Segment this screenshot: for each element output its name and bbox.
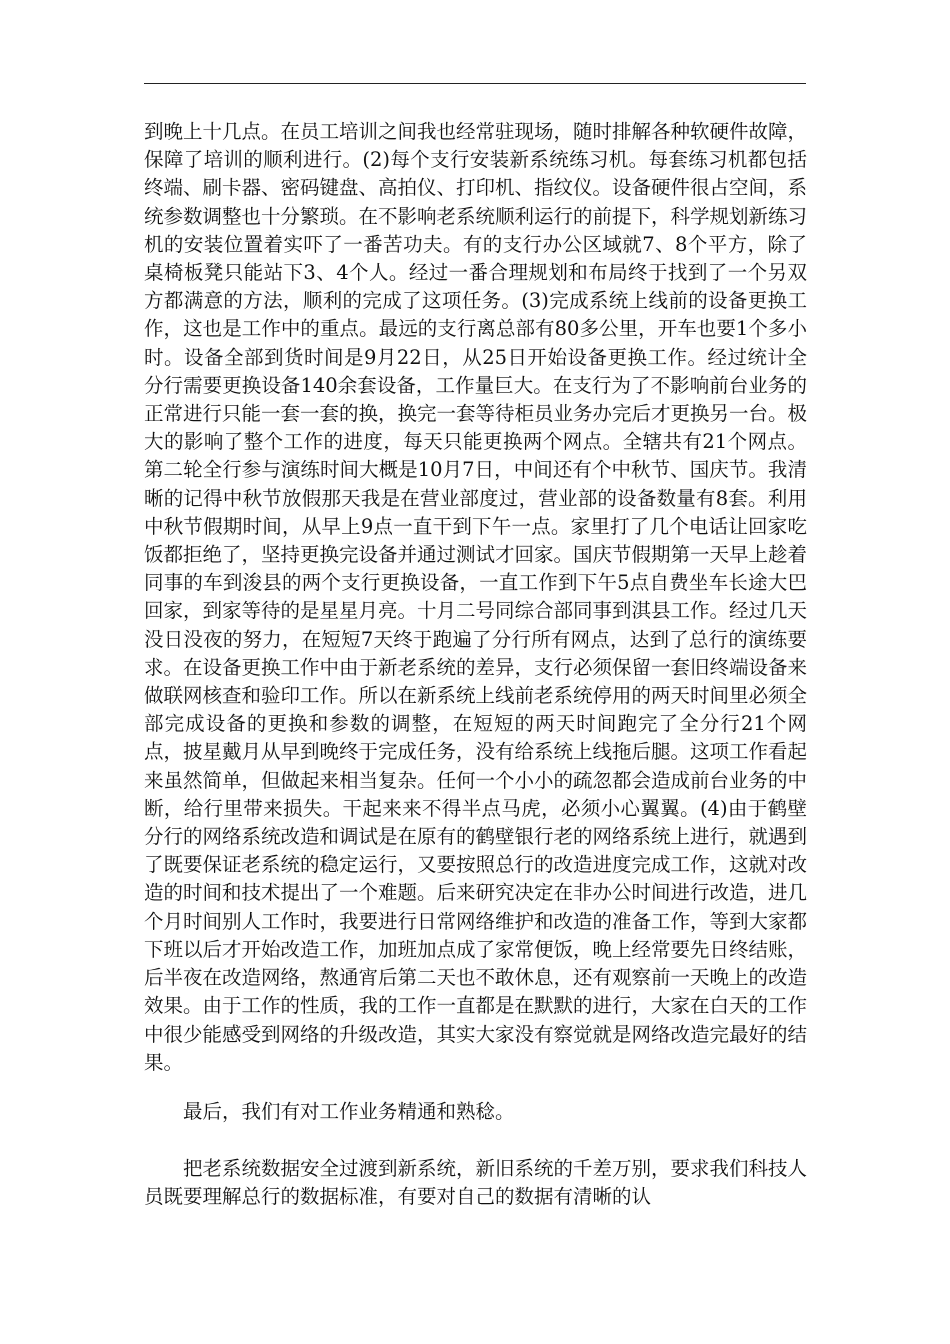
header-divider — [144, 83, 806, 84]
paragraph-conclusion-intro: 最后，我们有对工作业务精通和熟稔。 — [183, 1100, 515, 1123]
paragraph-data-migration: 把老系统数据安全过渡到新系统，新旧系统的千差万别，要求我们科技人员既要理解总行的数据标准，有要对自己的数据有清晰的认 — [144, 1157, 808, 1209]
paragraph-continuation: 到晚上十几点。在员工培训之间我也经常驻现场，随时排解各种软硬件故障，保障了培训的顺利进行。(2)每个支行安装新系统练习机。每套练习机都包括终端、刷卡器、密码键盘、高拍仪、打印机、指纹仪。设备硬件很占空间，系统参数调整也十分繁琐。在不影响老系统顺利运行的前提下，科学规划新练习机的安装位置着实吓了一番苦功夫。有的支行办公区域就7、8个平方，除了桌椅板凳只能站下3、4个人。经过一番合理规划和布局终于找到了一个另双方都满意的方法，顺利的完成了这项任务。(3)完成系统上线前的设备更换工作，这也是工作中的重点。最远的支行离总部有80多公里，开车也要1个多小时。设备全部到货时间是9月22日，从25日开始设备更换工作。经过统计全分行需要更换设备140余套设备，工作量巨大。在支行为了不影响前台业务的正常进行只能一套一套的换，换完一套等待柜员业务办完后才更换另一台。极大的影响了整个工作的进度，每天只能更换两个网点。全辖共有21个网点。第二轮全行参与演练时间大概是10月7日，中间还有个中秋节、国庆节。我清晰的记得中秋节放假那天我是在营业部度过，营业部的设备数量有8套。利用中秋节假期时间，从早上9点一直干到下午一点。家里打了几个电话让回家吃饭都拒绝了，坚持更换完设备并通过测试才回家。国庆节假期第一天早上趁着同事的车到浚县的两个支行更换设备，一直工作到下午5点自费坐车长途大巴回家，到家等待的是星星月亮。十月二号同综合部同事到淇县工作。经过几天没日没夜的努力，在短短7天终于跑遍了分行所有网点，达到了总行的演练要求。在设备更换工作中由于新老系统的差异，支行必须保留一套旧终端设备来做联网核查和验印工作。所以在新系统上线前老系统停用的两天时间里必须全部完成设备的更换和参数的调整，在短短的两天时间跑完了全分行21个网点，披星戴月从早到晚终于完成任务，没有给系统上线拖后腿。这项工作看起来虽然简单，但做起来相当复杂。任何一个小小的疏忽都会造成前台业务的中断，给行里带来损失。干起来来不得半点马虎，必须小心翼翼。(4)由于鹤壁分行的网络系统改造和调试是在原有的鹤壁银行老的网络系统上进行，就遇到了既要保证老系统的稳定运行，又要按照总行的改造进度完成工作，这就对改造的时间和技术提出了一个难题。后来研究决定在非办公时间进行改造，进几个月时间别人工作时，我要进行日常网络维护和改造的准备工作，等到大家都下班以后才开始改造工作，加班加点成了家常便饭，晚上经常要先日终结账，后半夜在改造网络，熬通宵后第二天也不敢休息，还有观察前一天晚上的改造效果。由于工作的性质，我的工作一直都是在默默的进行，大家在白天的工作中很少能感受到网络的升级改造，其实大家没有察觉就是网络改造完最好的结果。 — [144, 120, 808, 1074]
